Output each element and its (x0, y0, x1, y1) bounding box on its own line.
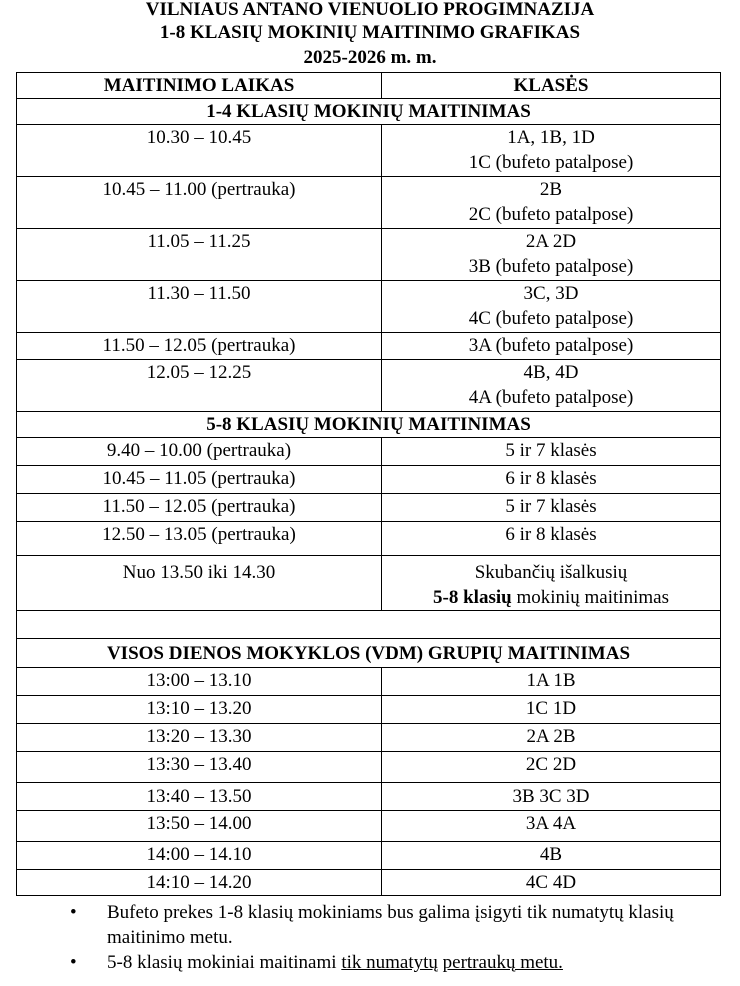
table-header-row (17, 73, 721, 99)
classes-line: 2C (bufeto patalpose) (468, 204, 634, 225)
time-cell: 11.05 – 11.25 (17, 229, 382, 281)
time-cell: 13:30 – 13.40 (17, 752, 382, 783)
classes-cell: 1C 1D (382, 696, 721, 724)
time-cell: 9.40 – 10.00 (pertrauka) (17, 438, 382, 466)
classes-cell (382, 281, 721, 333)
note-underlined-text: pertraukų metu. (442, 952, 563, 973)
section-header-vdm (17, 639, 721, 668)
time-cell: Nuo 13.50 iki 14.30 (17, 556, 382, 611)
column-header-time: MAITINIMO LAIKAS (17, 73, 382, 99)
classes-cell: 6 ir 8 klasės (382, 522, 721, 556)
time-cell: 13:20 – 13.30 (17, 724, 382, 752)
classes-line: 3C, 3D (523, 283, 579, 304)
table-row (17, 360, 721, 412)
table-row-special (17, 556, 721, 611)
column-header-classes: KLASĖS (382, 73, 721, 99)
table-row (17, 522, 721, 556)
classes-cell: 5 ir 7 klasės (382, 494, 721, 522)
note-item (50, 950, 710, 975)
section-title: 1-4 KLASIŲ MOKINIŲ MAITINIMAS (17, 99, 721, 125)
schedule-title: 1-8 KLASIŲ MOKINIŲ MAITINIMO GRAFIKAS (159, 22, 581, 43)
time-cell: 11.50 – 12.05 (pertrauka) (17, 333, 382, 360)
time-cell: 10.30 – 10.45 (17, 125, 382, 177)
classes-cell: 5 ir 7 klasės (382, 438, 721, 466)
table-row (17, 177, 721, 229)
bullet-icon: • (70, 902, 77, 923)
classes-cell (382, 360, 721, 412)
table-row (17, 696, 721, 724)
time-cell: 13:40 – 13.50 (17, 783, 382, 811)
notes-list (50, 900, 710, 975)
classes-cell (382, 556, 721, 611)
table-row (17, 724, 721, 752)
classes-cell: 1A 1B (382, 668, 721, 696)
time-cell: 14:00 – 14.10 (17, 842, 382, 870)
table-row (17, 870, 721, 896)
table-row (17, 668, 721, 696)
table-row (17, 333, 721, 360)
time-cell: 10.45 – 11.05 (pertrauka) (17, 466, 382, 494)
time-cell: 12.05 – 12.25 (17, 360, 382, 412)
time-cell: 13:10 – 13.20 (17, 696, 382, 724)
empty-row (17, 611, 721, 639)
classes-line: 4B, 4D (523, 362, 579, 383)
classes-cell (382, 177, 721, 229)
time-cell: 11.50 – 12.05 (pertrauka) (17, 494, 382, 522)
classes-line (384, 585, 718, 610)
table-row (17, 281, 721, 333)
classes-cell: 4B (382, 842, 721, 870)
classes-cell: 2C 2D (382, 752, 721, 783)
note-text: 5-8 klasių mokiniai maitinami (107, 952, 342, 973)
time-cell: 14:10 – 14.20 (17, 870, 382, 896)
classes-line: 3B (bufeto patalpose) (468, 256, 634, 277)
classes-line-rest: mokinių maitinimas (511, 587, 669, 608)
classes-line: Skubančių išalkusių (474, 562, 628, 583)
time-cell: 11.30 – 11.50 (17, 281, 382, 333)
note-text: Bufeto prekes 1-8 klasių mokiniams bus galima įsigyti tik numatytų klasių maitinimo metu. (107, 902, 674, 948)
school-name: VILNIAUS ANTANO VIENUOLIO PROGIMNAZIJA (145, 0, 595, 20)
section-header-5-8 (17, 412, 721, 438)
bold-grade-range: 5-8 klasių (433, 587, 512, 608)
classes-cell (382, 229, 721, 281)
time-cell: 12.50 – 13.05 (pertrauka) (17, 522, 382, 556)
classes-line: 1A, 1B, 1D (507, 127, 595, 148)
section-title: VISOS DIENOS MOKYKLOS (VDM) GRUPIŲ MAITINIMAS (17, 639, 721, 668)
table-row (17, 438, 721, 466)
classes-cell: 6 ir 8 klasės (382, 466, 721, 494)
note-item (50, 900, 710, 950)
table-row (17, 783, 721, 811)
classes-line: 4A (bufeto patalpose) (468, 387, 634, 408)
school-year: 2025-2026 m. m. (303, 47, 437, 68)
classes-cell: 3A (bufeto patalpose) (382, 333, 721, 360)
note-underlined-text: tik numatytų (341, 952, 438, 973)
classes-cell: 3B 3C 3D (382, 783, 721, 811)
meal-schedule-table (16, 72, 721, 896)
table-row (17, 466, 721, 494)
classes-line: 1C (bufeto patalpose) (468, 152, 634, 173)
classes-line: 2A 2D (525, 231, 577, 252)
time-cell: 13:50 – 14.00 (17, 811, 382, 842)
table-row (17, 811, 721, 842)
time-cell: 10.45 – 11.00 (pertrauka) (17, 177, 382, 229)
table-row (17, 842, 721, 870)
table-row (17, 494, 721, 522)
section-header-1-4 (17, 99, 721, 125)
classes-line: 2B (539, 179, 563, 200)
table-row (17, 752, 721, 783)
classes-cell: 2A 2B (382, 724, 721, 752)
classes-line: 4C (bufeto patalpose) (468, 308, 634, 329)
time-cell: 13:00 – 13.10 (17, 668, 382, 696)
empty-cell (17, 611, 721, 639)
table-row (17, 125, 721, 177)
classes-cell: 4C 4D (382, 870, 721, 896)
bullet-icon: • (70, 952, 77, 973)
classes-cell (382, 125, 721, 177)
section-title: 5-8 KLASIŲ MOKINIŲ MAITINIMAS (17, 412, 721, 438)
classes-cell: 3A 4A (382, 811, 721, 842)
table-row (17, 229, 721, 281)
